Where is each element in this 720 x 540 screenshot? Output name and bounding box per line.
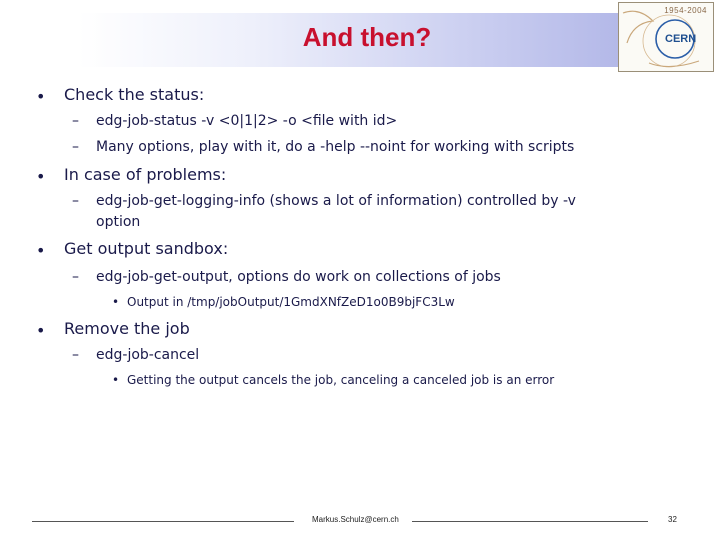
footer-divider-right — [412, 521, 648, 522]
dash-marker: – — [72, 269, 79, 285]
sub-sub-item-output-path: Output in /tmp/jobOutput/1GmdXNfZeD1o0B9bjFC3Lw — [127, 295, 455, 309]
slide-title: And then? — [302, 22, 432, 52]
bullet-marker: • — [112, 373, 120, 387]
dash-marker: – — [72, 347, 79, 363]
bullet-marker: • — [112, 295, 120, 309]
sub-sub-item-cancel-note: Getting the output cancels the job, canceling a canceled job is an error — [127, 373, 555, 387]
bullet-output-sandbox: Get output sandbox: — [64, 239, 229, 258]
sub-item-logging-info: edg-job-get-logging-info (shows a lot of information) controlled by -v — [96, 193, 576, 209]
sub-item-get-output: edg-job-get-output, options do work on collections of jobs — [96, 269, 501, 285]
bullet-marker: • — [36, 87, 46, 106]
page-number: 32 — [668, 515, 677, 524]
sub-item-logging-info-cont: option — [96, 214, 141, 230]
dash-marker: – — [72, 139, 79, 155]
logo-name: CERN — [665, 33, 697, 45]
bullet-problems: In case of problems: — [64, 165, 227, 184]
dash-marker: – — [72, 193, 79, 209]
bullet-marker: • — [36, 321, 46, 340]
bullet-marker: • — [36, 241, 46, 260]
dash-marker: – — [72, 113, 79, 129]
logo-years: 1954-2004 — [664, 6, 707, 15]
bullet-marker: • — [36, 167, 46, 186]
sub-item-cancel: edg-job-cancel — [96, 347, 200, 363]
footer-divider-left — [32, 521, 294, 522]
bullet-remove-job: Remove the job — [64, 319, 190, 338]
sub-item-options: Many options, play with it, do a -help --noint for working with scripts — [96, 139, 575, 155]
sub-item-status-command: edg-job-status -v <0|1|2> -o <file with id> — [96, 113, 398, 129]
cern-logo — [618, 2, 714, 72]
footer-email: Markus.Schulz@cern.ch — [312, 515, 399, 524]
bullet-check-status: Check the status: — [64, 85, 205, 104]
